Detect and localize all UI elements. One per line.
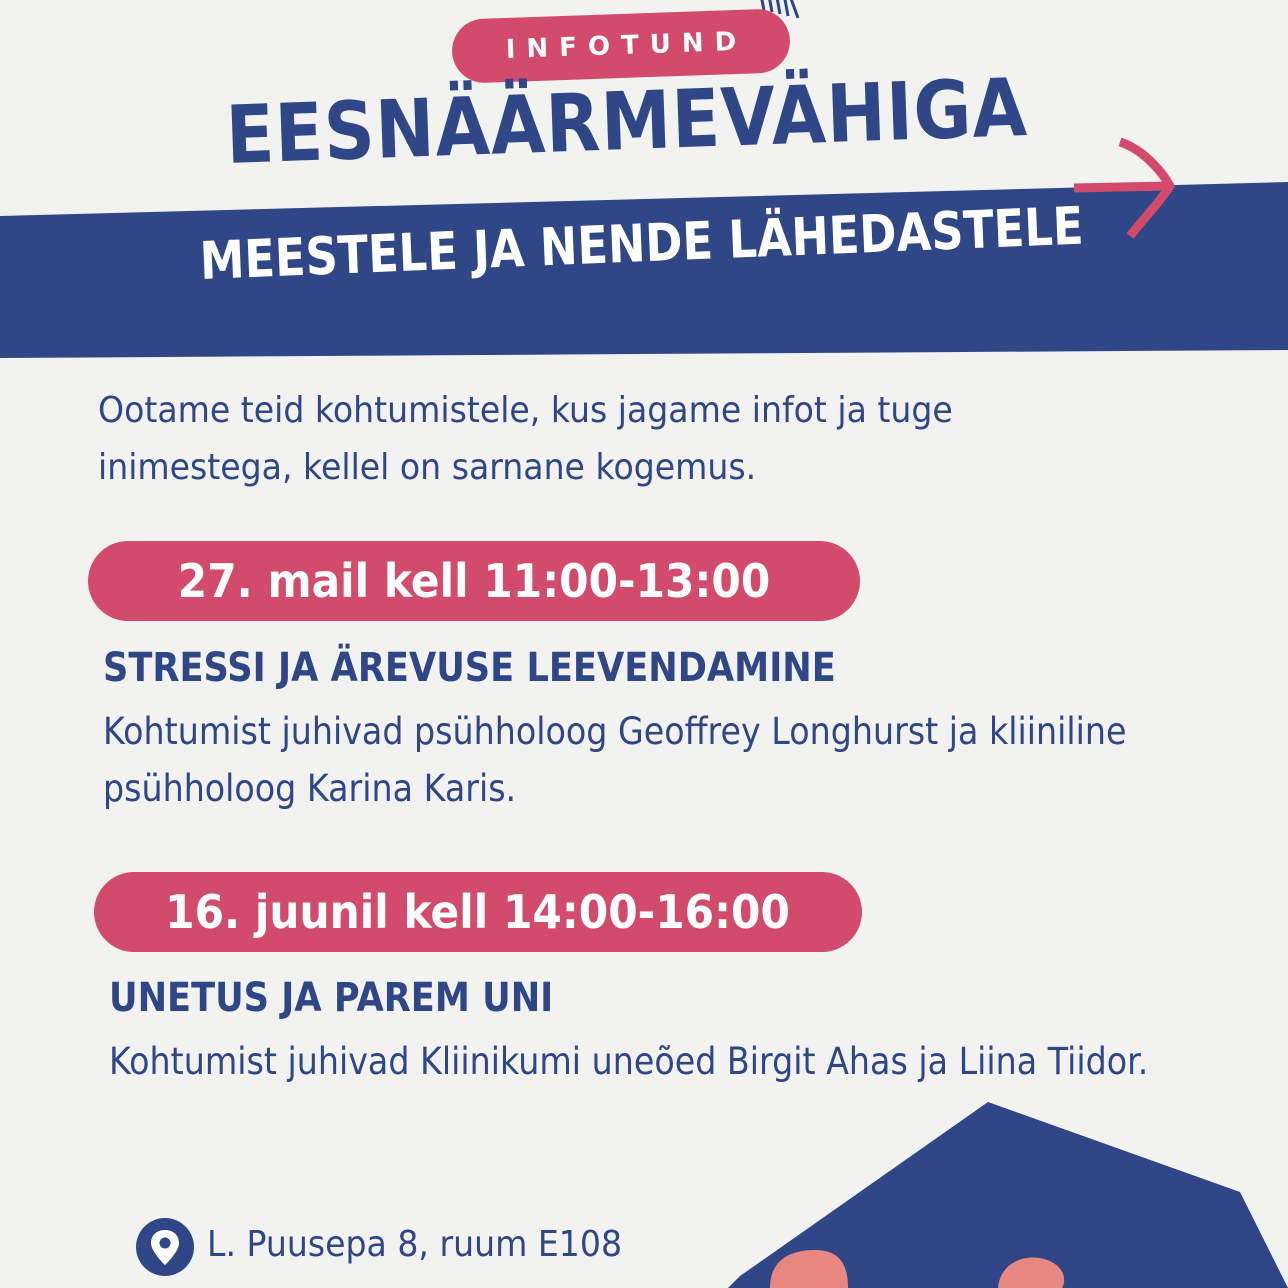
intro-line: Ootame teid kohtumistele, kus jagame infot ja tuge bbox=[98, 390, 953, 431]
session-description-line: psühholoog Karina Karis. bbox=[103, 767, 517, 810]
session-description-line: Kohtumist juhivad psühholoog Geoffrey Longhurst ja kliiniline bbox=[103, 710, 1127, 753]
session-date: 27. mail kell 11:00-13:00 bbox=[177, 554, 771, 608]
page-subtitle: MEESTELE JA NENDE LÄHEDASTELE bbox=[198, 196, 1085, 292]
session-date: 16. juunil kell 14:00-16:00 bbox=[165, 885, 791, 939]
session-date-badge bbox=[88, 541, 860, 621]
intro-text bbox=[98, 382, 981, 496]
session-title: STRESSI JA ÄREVUSE LEEVENDAMINE bbox=[103, 645, 836, 691]
location-address: L. Puusepa 8, ruum E108 bbox=[207, 1224, 623, 1265]
session-title: UNETUS JA PAREM UNI bbox=[109, 975, 554, 1021]
location-pin-icon bbox=[136, 1218, 194, 1276]
infotund-badge-label: INFOTUND bbox=[505, 26, 748, 66]
session-date-badge bbox=[94, 872, 862, 952]
page-title: EESNÄÄRMEVÄHIGA bbox=[224, 61, 1030, 182]
intro-line: inimestega, kellel on sarnane kogemus. bbox=[98, 447, 757, 488]
session-description bbox=[109, 1033, 1189, 1090]
arrow-right-icon bbox=[1070, 138, 1180, 242]
house-illustration-icon bbox=[700, 1100, 1288, 1288]
session-description-line: Kohtumist juhivad Kliinikumi uneõed Birgit Ahas ja Liina Tiidor. bbox=[109, 1040, 1149, 1083]
session-description bbox=[103, 703, 1156, 817]
